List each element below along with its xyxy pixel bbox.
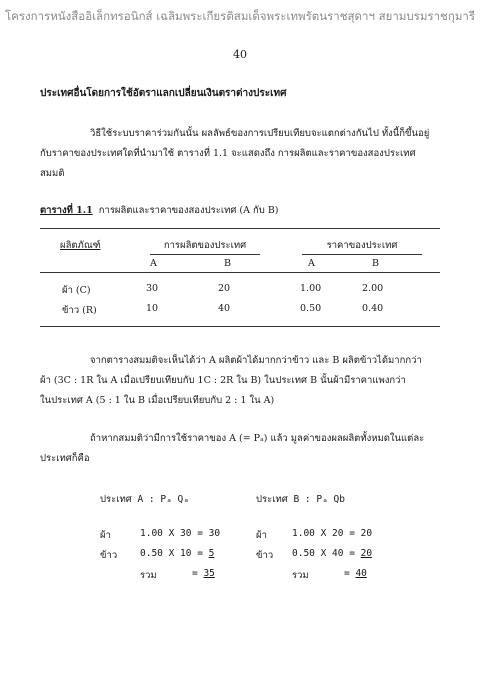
row-cloth-product: ผ้า (C) [62,285,91,296]
table-header-rule [40,272,440,273]
table-caption-text: การผลิตและราคาของสองประเทศ (A กับ B) [98,205,279,216]
calc-b-rice-result: 20 [360,548,373,559]
paragraph2-line1: จากตารางสมมติจะเห็นได้ว่า A ผลิตผ้าได้มากกว่าข้าว และ B ผลิตข้าวได้มากกว่า [90,355,422,366]
paragraph3-line1: ถ้าหากสมมติว่ามีการใช้ราคาของ A (= Pₐ) แล้ว มูลค่าของผลผลิตทั้งหมดในแต่ละ [90,433,425,444]
calc-b-total-label: รวม [292,570,309,581]
sub-header-price-b: B [372,258,379,269]
page-number: 40 [233,48,247,61]
calc-a-rice-label: ข้าว [100,550,118,561]
calc-a-total-value: 35 [203,568,215,579]
calc-b-cloth-label: ผ้า [256,530,267,541]
row-rice-price-a: 0.50 [300,303,322,314]
row-cloth-prod-b: 20 [218,283,231,294]
calc-b-title: ประเทศ B : Pₐ Qb [256,494,345,505]
sub-header-price-a: A [308,258,315,269]
calc-a-title: ประเทศ A : Pₐ Qₐ [100,494,189,505]
section-title: ประเทศอื่นโดยการใช้อัตราแลกเปลี่ยนเงินตราต่างประเทศ [40,88,287,99]
paragraph3-line2: ประเทศก็คือ [40,453,90,464]
calc-a-total: = 35 [192,568,215,579]
row-rice-price-b: 0.40 [362,303,384,314]
paragraph1-line2: กับราคาของประเทศใดที่นำมาใช้ ตารางที่ 1.1 จะแสดงถึง การผลิตและราคาของสองประเทศ [40,148,416,159]
sub-header-prod-b: B [224,258,231,269]
table-top-rule [40,228,440,229]
col-production-header: การผลิตของประเทศ [150,238,260,255]
col-price-header: ราคาของประเทศ [302,238,422,255]
calc-b-total-value: 40 [355,568,367,579]
calc-a-cloth-expr: 1.00 X 30 = 30 [140,528,221,539]
calc-b-rice-label: ข้าว [256,550,274,561]
row-cloth-prod-a: 30 [146,283,159,294]
sub-header-prod-a: A [150,258,157,269]
calc-a-rice-expr: 0.50 X 10 = 5 [140,548,215,559]
row-cloth-price-a: 1.00 [300,283,322,294]
page-header: โครงการหนังสืออิเล็กทรอนิกส์ เฉลิมพระเกียรติสมเด็จพระเทพรัตนราชสุดาฯ สยามบรมราชกุมารี [4,9,476,23]
calc-a-total-label: รวม [140,570,157,581]
row-rice-prod-a: 10 [146,303,159,314]
row-rice-prod-b: 40 [218,303,231,314]
paragraph2-line2: ผ้า (3C : 1R ใน A เมื่อเปรียบเทียบกับ 1C : 2R ใน B) ในประเทศ B นั้นผ้ามีราคาแพงกว่า [40,375,406,386]
col-product-header: ผลิตภัณฑ์ [60,240,101,251]
table-caption [40,203,279,218]
calc-a-rice-result: 5 [208,548,215,559]
calc-b-total: = 40 [344,568,367,579]
table-bottom-rule [40,326,440,327]
paragraph1-line1: วิธีใช้ระบบราคาร่วมกันนั้น ผลลัพธ์ของการเปรียบเทียบจะแตกต่างกันไป ทั้งนี้ก็ขึ้นอยู่ [90,128,430,139]
calc-b-cloth-expr: 1.00 X 20 = 20 [292,528,373,539]
table-caption-prefix: ตารางที่ 1.1 [40,205,93,216]
calc-b-rice-expr: 0.50 X 40 = 20 [292,548,373,559]
paragraph2-line3: ในประเทศ A (5 : 1 ใน B เมื่อเปรียบเทียบกับ 2 : 1 ใน A) [40,395,275,406]
row-cloth-price-b: 2.00 [362,283,384,294]
calc-a-cloth-label: ผ้า [100,530,111,541]
row-rice-product: ข้าว (R) [62,305,97,316]
paragraph1-line3: สมมติ [40,168,65,179]
